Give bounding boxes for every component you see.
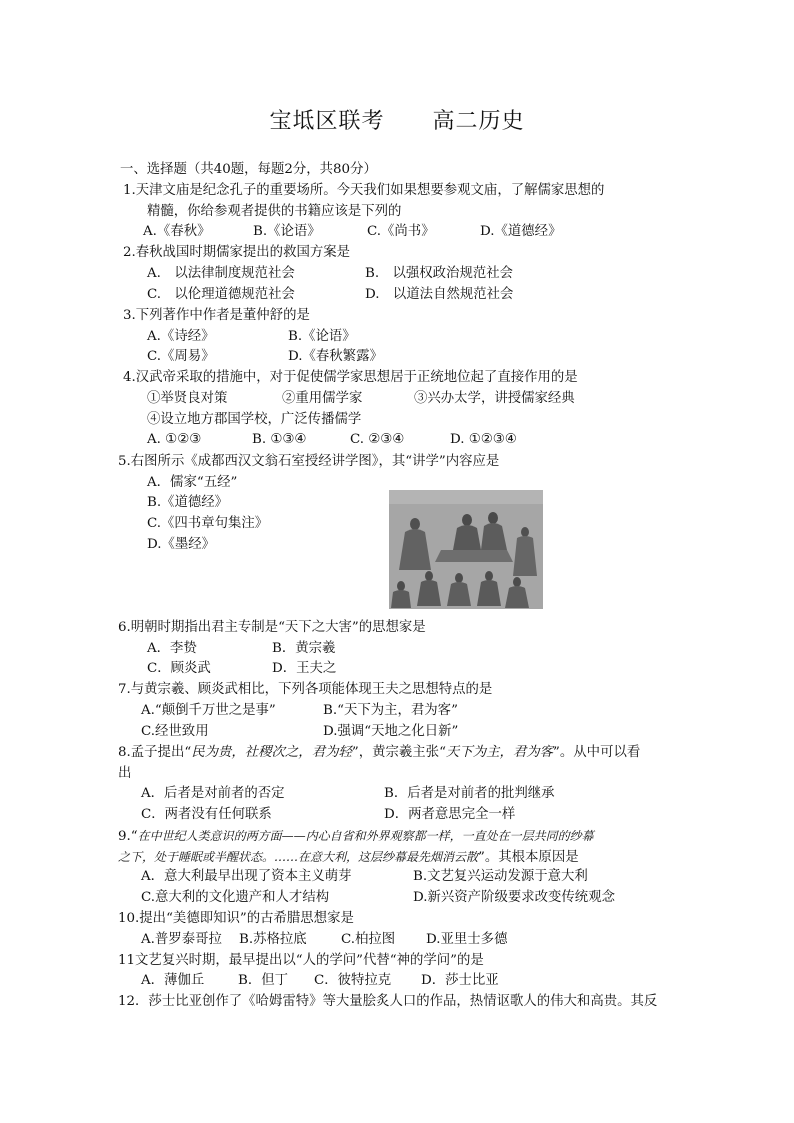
q9-option-c: C.意大利的文化遗产和人才结构: [141, 890, 330, 905]
q8-stem-post: ”。从中可以看: [553, 745, 641, 760]
q4-item-4: ④设立地方郡国学校，广泛传播儒学: [147, 412, 362, 427]
q4-item-1: ①举贤良对策: [147, 391, 228, 406]
q8-quote-huang: 天下为主，君为客: [445, 745, 554, 760]
q8-option-a: A．后者是对前者的否定: [141, 786, 285, 801]
q9-option-d: D.新兴资产阶级要求改变传统观念: [413, 890, 615, 905]
q12-stem: 12．莎士比亚创作了《哈姆雷特》等大量脍炙人口的作品，热情讴歌人的伟大和高贵。其反: [118, 994, 658, 1009]
q8-quote-mencius: 民为贵，社稷次之，君为轻: [191, 745, 352, 760]
q10-option-d: D.亚里士多德: [426, 932, 508, 947]
q2-option-b: B. 以强权政治规范社会: [365, 266, 514, 281]
q7-option-d: D.强调“天地之化日新”: [323, 724, 459, 739]
subject-name: 高二历史: [432, 109, 525, 134]
q6-option-b: B．黄宗羲: [272, 641, 336, 656]
q5-option-a: A．儒家“五经”: [147, 475, 238, 490]
q8-option-d: D．两者意思完全一样: [384, 807, 516, 822]
q9-quote-part2: 之下，处于睡眠或半醒状态。……在意大利，这层纱幕最先烟消云散: [118, 850, 479, 864]
q2-stem: 2.春秋战国时期儒家提出的救国方案是: [123, 245, 351, 260]
q6-stem: 6.明朝时期指出君主专制是“天下之大害”的思想家是: [118, 620, 426, 635]
q4-option-a: A. ①②③: [147, 432, 202, 447]
q9-stem-cont: [118, 847, 579, 868]
q9-stem-pre: 9.“: [118, 829, 138, 844]
q6-option-a: A．李贽: [147, 641, 197, 656]
q11-stem: 11文艺复兴时期，最早提出以“人的学问”代替“神的学问”的是: [118, 953, 484, 968]
q11-option-c: C．彼特拉克: [314, 973, 392, 988]
exam-name: 宝坻区联考: [269, 109, 385, 134]
q11-option-d: D．莎士比亚: [421, 973, 499, 988]
q7-option-a: A.“颠倒千万世之是事”: [141, 703, 276, 718]
q4-option-d: D. ①②③④: [450, 432, 517, 447]
q8-option-b: B．后者是对前者的批判继承: [384, 786, 555, 801]
q3-option-c: C.《周易》: [147, 349, 215, 364]
q8-stem: [118, 743, 640, 763]
q2-option-c: C. 以伦理道德规范社会: [147, 287, 295, 302]
q4-item-2: ②重用儒学家: [282, 391, 363, 406]
q5-option-c: C.《四书章句集注》: [147, 516, 269, 531]
q9-option-a: A．意大利最早出现了资本主义萌芽: [141, 869, 352, 884]
q1-option-a: A.《春秋》: [143, 224, 211, 239]
q6-option-d: D．王夫之: [272, 661, 337, 676]
q3-option-a: A.《诗经》: [147, 329, 215, 344]
section-heading: 一、选择题（共40题，每题2分，共80分）: [120, 162, 377, 177]
q10-option-a: A.普罗泰哥拉: [141, 932, 222, 947]
q11-option-b: B．但丁: [238, 973, 289, 988]
q9-option-b: B.文艺复兴运动发源于意大利: [413, 869, 588, 884]
q5-stem: 5.右图所示《成都西汉文翁石室授经讲学图》，其“讲学”内容应是: [118, 454, 500, 469]
q8-stem-pre: 8.孟子提出“: [118, 745, 192, 760]
q9-stem-post: ”。其根本原因是: [478, 850, 579, 865]
q3-option-d: D.《春秋繁露》: [288, 349, 383, 364]
q7-option-b: B.“天下为主，君为客”: [323, 703, 458, 718]
q8-stem-cont: 出: [118, 766, 132, 781]
q6-option-c: C．顾炎武: [147, 661, 211, 676]
q10-option-c: C.柏拉图: [341, 932, 396, 947]
q10-stem: 10.提出“美德即知识”的古希腊思想家是: [118, 911, 354, 926]
q4-stem: 4.汉武帝采取的措施中，对于促使儒学家思想居于正统地位起了直接作用的是: [123, 370, 578, 385]
q9-quote-part1: 在中世纪人类意识的两方面——内心自省和外界观察都一样，一直处在一层共同的纱幕: [137, 829, 594, 843]
q10-option-b: B.苏格拉底: [239, 932, 307, 947]
q3-option-b: B.《论语》: [288, 329, 356, 344]
q11-option-a: A．薄伽丘: [141, 973, 205, 988]
q7-option-c: C.经世致用: [141, 724, 209, 739]
q4-option-c: C. ②③④: [350, 432, 405, 447]
q1-option-c: C.《尚书》: [367, 224, 435, 239]
q2-option-d: D. 以道法自然规范社会: [365, 287, 514, 302]
q1-stem-cont: 精髓，你给参观者提供的书籍应该是下列的: [147, 204, 402, 219]
q1-option-b: B.《论语》: [253, 224, 321, 239]
page-title: [0, 104, 794, 135]
q7-stem: 7.与黄宗羲、顾炎武相比，下列各项能体现王夫之思想特点的是: [118, 682, 493, 697]
q8-stem-mid: ”，黄宗羲主张“: [351, 745, 446, 760]
q9-stem: [118, 826, 594, 847]
q5-option-d: D.《墨经》: [147, 537, 216, 552]
q2-option-a: A. 以法律制度规范社会: [147, 266, 295, 281]
q3-stem: 3.下列著作中作者是董仲舒的是: [123, 308, 310, 323]
q1-option-d: D.《道德经》: [480, 224, 562, 239]
q5-option-b: B.《道德经》: [147, 495, 229, 510]
q8-option-c: C．两者没有任何联系: [141, 807, 272, 822]
q4-option-b: B. ①③④: [252, 432, 307, 447]
q1-stem: 1.天津文庙是纪念孔子的重要场所。今天我们如果想要参观文庙，了解儒家思想的: [123, 183, 605, 198]
lecture-stone-relief-image: [389, 490, 543, 609]
q4-item-3: ③兴办太学，讲授儒家经典: [414, 391, 575, 406]
